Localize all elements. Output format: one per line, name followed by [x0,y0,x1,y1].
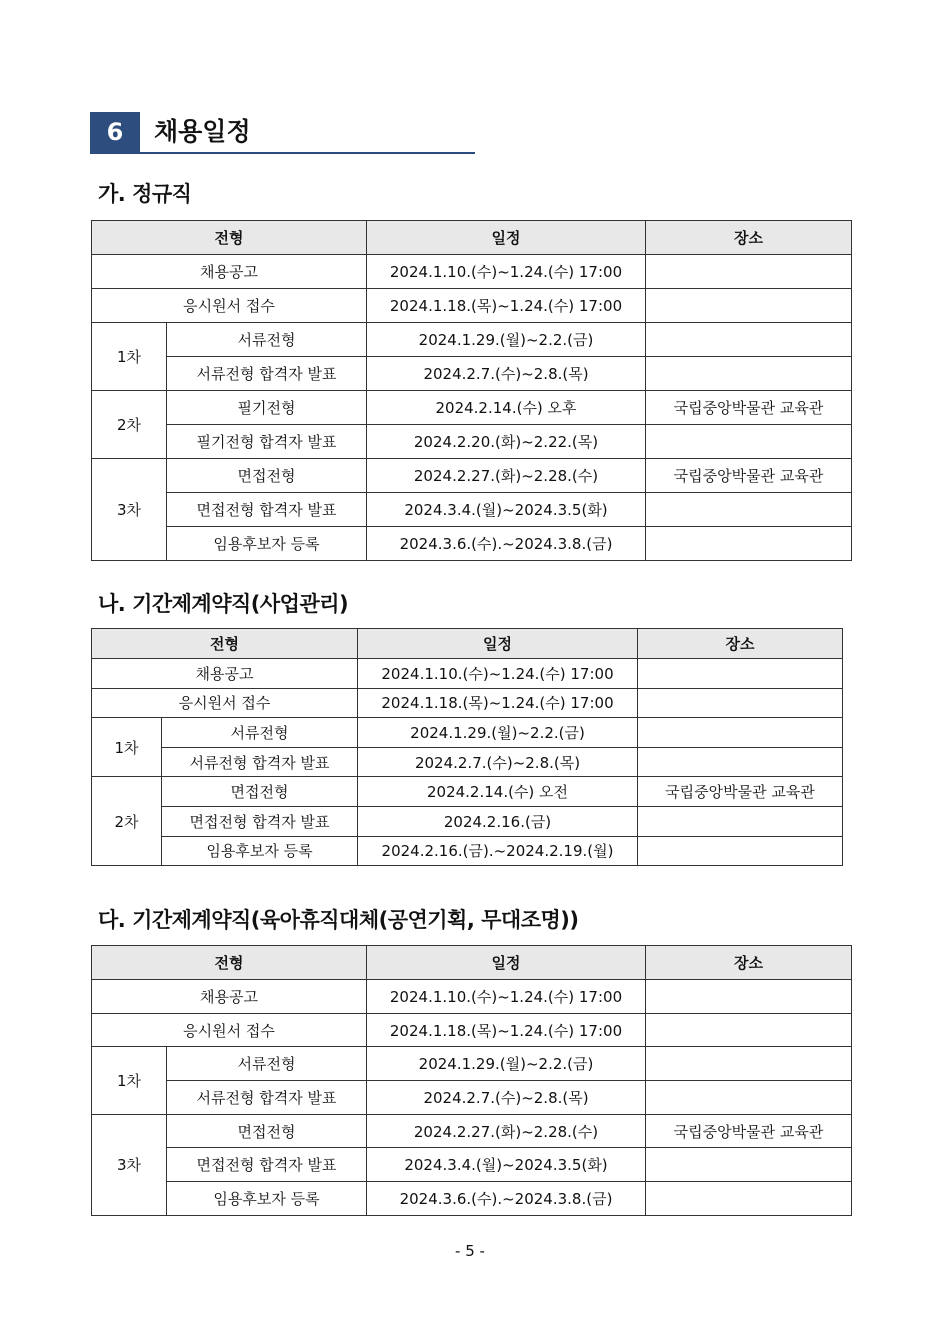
cell-schedule: 2024.2.7.(수)~2.8.(목) [367,357,646,391]
table-row [92,747,843,777]
table-header-row [92,629,843,659]
table-row [92,493,852,527]
cell-schedule: 2024.3.4.(월)~2024.3.5(화) [367,493,646,527]
table-row [92,1148,852,1182]
header-place: 장소 [646,946,852,980]
cell-schedule: 2024.1.29.(월)~2.2.(금) [367,323,646,357]
cell-round: 3차 [92,459,167,561]
table-header-row [92,221,852,255]
cell-place [638,718,843,748]
cell-round: 3차 [92,1114,167,1215]
section-number-badge: 6 [90,112,140,152]
cell-stage: 면접전형 [167,1114,367,1148]
cell-place [638,836,843,866]
table-row [92,1182,852,1216]
table-row [92,1047,852,1081]
table-row [92,459,852,493]
cell-stage: 필기전형 [167,391,367,425]
cell-round: 1차 [92,718,162,777]
table-row [92,777,843,807]
table-row [92,357,852,391]
header-schedule: 일정 [367,946,646,980]
cell-stage: 임용후보자 등록 [162,836,358,866]
cell-place [646,1013,852,1047]
cell-stage: 채용공고 [92,980,367,1014]
table-header-row [92,946,852,980]
cell-round: 2차 [92,391,167,459]
cell-stage: 서류전형 합격자 발표 [162,747,358,777]
cell-schedule: 2024.1.10.(수)~1.24.(수) 17:00 [367,255,646,289]
cell-place [646,425,852,459]
cell-round: 1차 [92,323,167,391]
cell-stage: 임용후보자 등록 [167,1182,367,1216]
cell-stage: 서류전형 [167,1047,367,1081]
table-row [92,1081,852,1115]
cell-schedule: 2024.1.18.(목)~1.24.(수) 17:00 [367,289,646,323]
cell-stage: 서류전형 [162,718,358,748]
cell-schedule: 2024.1.10.(수)~1.24.(수) 17:00 [367,980,646,1014]
cell-schedule: 2024.1.29.(월)~2.2.(금) [358,718,638,748]
cell-schedule: 2024.2.27.(화)~2.28.(수) [367,1114,646,1148]
table-row [92,1114,852,1148]
table-row [92,255,852,289]
subsection-title-contract-project: 나. 기간제계약직(사업관리) [98,592,349,616]
cell-schedule: 2024.2.14.(수) 오후 [367,391,646,425]
cell-stage: 면접전형 합격자 발표 [167,493,367,527]
cell-stage: 응시원서 접수 [92,688,358,718]
cell-schedule: 2024.2.7.(수)~2.8.(목) [367,1081,646,1115]
cell-stage: 응시원서 접수 [92,289,367,323]
cell-schedule: 2024.1.18.(목)~1.24.(수) 17:00 [358,688,638,718]
cell-stage: 서류전형 [167,323,367,357]
cell-place [646,255,852,289]
table-row [92,836,843,866]
cell-schedule: 2024.2.16.(금) [358,806,638,836]
cell-place [638,659,843,689]
cell-place: 국립중앙박물관 교육관 [646,1114,852,1148]
page-number: - 5 - [455,1242,485,1260]
cell-place [646,1182,852,1216]
cell-stage: 면접전형 [162,777,358,807]
schedule-table-regular [91,220,852,561]
section-title: 채용일정 [154,117,251,146]
cell-place [646,289,852,323]
cell-stage: 채용공고 [92,255,367,289]
table-row [92,323,852,357]
table-row [92,980,852,1014]
cell-stage: 면접전형 [167,459,367,493]
cell-place [646,980,852,1014]
cell-schedule: 2024.2.27.(화)~2.28.(수) [367,459,646,493]
cell-place: 국립중앙박물관 교육관 [646,391,852,425]
schedule-table-contract-project [91,628,843,866]
header-stage: 전형 [92,221,367,255]
table-row [92,1013,852,1047]
cell-schedule: 2024.2.7.(수)~2.8.(목) [358,747,638,777]
cell-stage: 응시원서 접수 [92,1013,367,1047]
header-place: 장소 [638,629,843,659]
header-stage: 전형 [92,629,358,659]
table-row [92,391,852,425]
cell-stage: 서류전형 합격자 발표 [167,1081,367,1115]
table-row [92,527,852,561]
cell-place [646,527,852,561]
section-heading [90,112,475,154]
table-row [92,289,852,323]
header-place: 장소 [646,221,852,255]
cell-schedule: 2024.3.4.(월)~2024.3.5(화) [367,1148,646,1182]
header-stage: 전형 [92,946,367,980]
cell-stage: 채용공고 [92,659,358,689]
cell-place [646,493,852,527]
cell-place [646,357,852,391]
cell-schedule: 2024.2.16.(금).~2024.2.19.(월) [358,836,638,866]
cell-place [646,323,852,357]
table-row [92,659,843,689]
subsection-title-contract-substitute: 다. 기간제계약직(육아휴직대체(공연기획, 무대조명)) [98,908,579,932]
cell-schedule: 2024.2.14.(수) 오전 [358,777,638,807]
table-row [92,688,843,718]
cell-place: 국립중앙박물관 교육관 [638,777,843,807]
table-row [92,718,843,748]
cell-place [638,747,843,777]
schedule-table-contract-substitute [91,945,852,1216]
cell-place [646,1081,852,1115]
cell-stage: 필기전형 합격자 발표 [167,425,367,459]
cell-schedule: 2024.3.6.(수).~2024.3.8.(금) [367,1182,646,1216]
cell-schedule: 2024.1.18.(목)~1.24.(수) 17:00 [367,1013,646,1047]
cell-stage: 서류전형 합격자 발표 [167,357,367,391]
cell-place [646,1148,852,1182]
cell-stage: 면접전형 합격자 발표 [162,806,358,836]
cell-round: 1차 [92,1047,167,1114]
subsection-title-regular: 가. 정규직 [98,182,192,206]
cell-stage: 임용후보자 등록 [167,527,367,561]
cell-place [646,1047,852,1081]
cell-place: 국립중앙박물관 교육관 [646,459,852,493]
section-underline [90,152,475,154]
header-schedule: 일정 [358,629,638,659]
cell-stage: 면접전형 합격자 발표 [167,1148,367,1182]
cell-schedule: 2024.2.20.(화)~2.22.(목) [367,425,646,459]
cell-place [638,688,843,718]
header-schedule: 일정 [367,221,646,255]
cell-round: 2차 [92,777,162,866]
cell-place [638,806,843,836]
cell-schedule: 2024.1.10.(수)~1.24.(수) 17:00 [358,659,638,689]
table-row [92,806,843,836]
cell-schedule: 2024.3.6.(수).~2024.3.8.(금) [367,527,646,561]
table-row [92,425,852,459]
cell-schedule: 2024.1.29.(월)~2.2.(금) [367,1047,646,1081]
